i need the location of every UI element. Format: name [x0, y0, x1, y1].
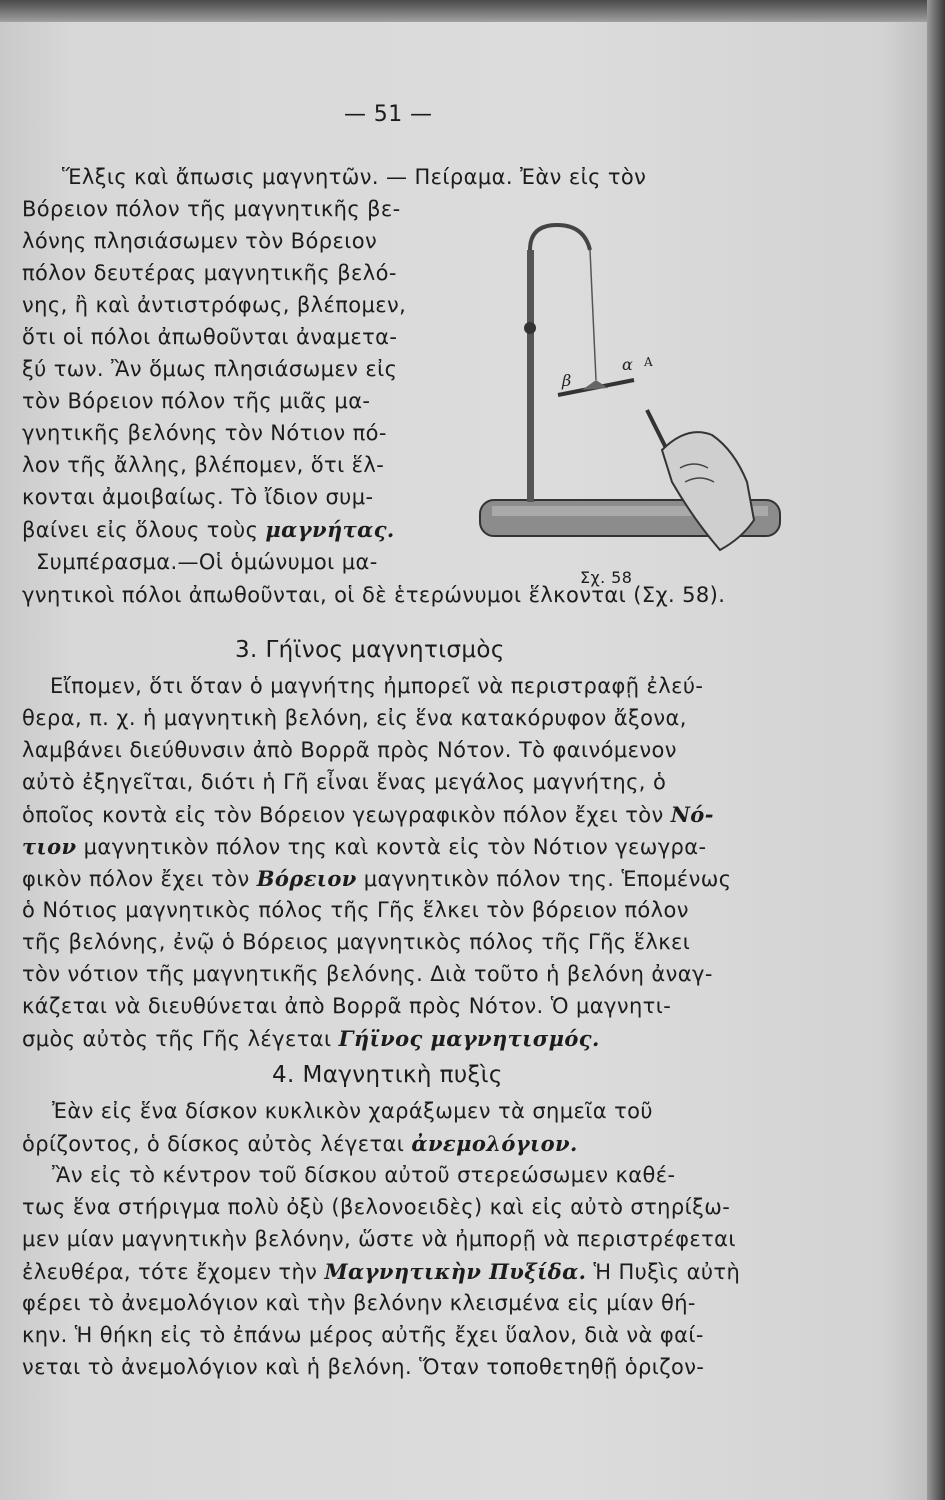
scan-right-edge — [927, 0, 945, 1500]
text-line: ὁ Νότιος μαγνητικὸς πόλος τῆς Γῆς ἕλκει τὸν βόρειον πόλον — [22, 898, 689, 922]
page-number: — 51 — — [344, 102, 433, 127]
text-line: κάζεται νὰ διευθύνεται ἀπὸ Βορρᾶ πρὸς Νότον. Ὁ μαγνητι- — [22, 994, 672, 1018]
text-line: νης, ἢ καὶ ἀντιστρόφως, βλέπομεν, — [22, 293, 407, 317]
text-line: γνητικῆς βελόνης τὸν Νότιον πό- — [22, 421, 387, 445]
text-line: αὐτὸ ἐξηγεῖται, διότι ἡ Γῆ εἶναι ἕνας μεγάλος μαγνήτης, ὁ — [22, 770, 667, 794]
text-line — [22, 1259, 740, 1284]
text-line: τὸν Βόρειον πόλον τῆς μιᾶς μα- — [22, 389, 371, 413]
emphasis-term: τιον — [22, 834, 77, 859]
section-heading: 4. Μαγνητικὴ πυξὶς — [272, 1062, 503, 1088]
text-line: νεται τὸ ἀνεμολόγιον καὶ ἡ βελόνη. Ὅταν τοποθετηθῇ ὁριζον- — [22, 1355, 705, 1379]
text-segment: βαίνει εἰς ὅλους τοὺς — [22, 518, 259, 542]
stand-rod — [527, 250, 534, 502]
text-line: τὸν νότιον τῆς μαγνητικῆς βελόνης. Διὰ τοῦτο ἡ βελόνη ἀναγ- — [22, 962, 713, 986]
emphasis-term: Νό- — [670, 802, 714, 827]
text-segment: Ἡ Πυξὶς αὐτὴ — [593, 1260, 741, 1284]
text-line: λον τῆς ἄλλης, βλέπομεν, ὅτι ἕλ- — [22, 453, 385, 477]
text-segment: μαγνητικὸν πόλον της. Ἑπομένως — [363, 867, 732, 891]
text-line: Βόρειον πόλον τῆς μαγνητικῆς βε- — [22, 197, 401, 221]
text-line — [22, 834, 707, 859]
text-line: πόλον δευτέρας μαγνητικῆς βελό- — [22, 261, 397, 285]
text-segment: μαγνητικὸν πόλον της καὶ κοντὰ εἰς τὸν Νότιον γεωγρα- — [83, 835, 707, 859]
text-segment: φικὸν πόλον ἔχει τὸν — [22, 867, 250, 891]
text-segment: ὁποῖος κοντὰ εἰς τὸν Βόρειον γεωγραφικὸν πόλον ἔχει τὸν — [22, 803, 664, 827]
text-line: μεν μίαν μαγνητικὴν βελόνην, ὥστε νὰ ἠμπορῇ νὰ περιστρέφεται — [22, 1227, 736, 1251]
text-segment: ὁρίζοντος, ὁ δίσκος αὐτὸς λέγεται — [22, 1132, 405, 1156]
label-b: β — [562, 371, 572, 390]
text-line: γνητικοὶ πόλοι ἀπωθοῦνται, οἱ δὲ ἑτερώνυμοι ἕλκονται (Σχ. 58). — [22, 583, 726, 607]
text-line: ὅτι οἱ πόλοι ἀπωθοῦνται ἀναμετα- — [22, 325, 398, 349]
emphasis-term: Γήϊνος μαγνητισμός. — [338, 1026, 600, 1051]
figure-caption: Σχ. 58 — [580, 568, 633, 587]
stand-arm — [530, 225, 590, 250]
text-line: Ἐὰν εἰς ἕνα δίσκον κυκλικὸν χαράξωμεν τὰ σημεῖα τοῦ — [52, 1099, 653, 1123]
text-line: Ἂν εἰς τὸ κέντρον τοῦ δίσκου αὐτοῦ στερεώσωμεν καθέ- — [52, 1163, 676, 1187]
text-line — [22, 802, 714, 827]
text-line: κονται ἀμοιβαίως. Τὸ ἴδιον συμ- — [22, 485, 374, 509]
text-line: φέρει τὸ ἀνεμολόγιον καὶ τὴν βελόνην κλεισμένα εἰς μίαν θή- — [22, 1291, 696, 1315]
emphasis-term: Μαγνητικὴν Πυξίδα. — [324, 1259, 587, 1284]
label-A: Α — [644, 355, 653, 369]
text-segment: ἐλευθέρα, τότε ἔχομεν τὴν — [22, 1260, 318, 1284]
emphasis-term: Βόρειον — [256, 866, 357, 891]
text-line: κην. Ἡ θήκη εἰς τὸ ἐπάνω μέρος αὐτῆς ἔχει ὕαλον, διὰ νὰ φαί- — [22, 1323, 704, 1347]
section-heading: 3. Γήϊνος μαγνητισμὸς — [235, 637, 505, 663]
text-line: τως ἕνα στήριγμα πολὺ ὀξὺ (βελονοειδὲς) καὶ εἰς αὐτὸ στηρίξω- — [22, 1195, 731, 1219]
magnet-experiment-figure — [472, 220, 792, 592]
text-line: τῆς βελόνης, ἐνῷ ὁ Βόρειος μαγνητικὸς πόλος τῆς Γῆς ἕλκει — [22, 930, 691, 954]
text-line: Εἴπομεν, ὅτι ὅταν ὁ μαγνήτης ἠμπορεῖ νὰ περιστραφῇ ἐλεύ- — [50, 674, 704, 698]
emphasis-term: μαγνήτας. — [265, 517, 395, 542]
text-line: ξύ των. Ἂν ὅμως πλησιάσωμεν εἰς — [22, 357, 398, 381]
text-line: λαμβάνει διεύθυνσιν ἀπὸ Βορρᾶ πρὸς Νότον. Τὸ φαινόμενον — [22, 738, 677, 762]
book-page — [0, 22, 930, 1500]
text-line — [22, 1026, 600, 1051]
text-line: θερα, π. χ. ἡ μαγνητικὴ βελόνη, εἰς ἕνα κατακόρυφον ἄξονα, — [22, 706, 687, 730]
text-line — [22, 1131, 578, 1156]
text-line: Συμπέρασμα.—Οἱ ὁμώνυμοι μα- — [36, 550, 378, 574]
text-line: Ἕλξις καὶ ἄπωσις μαγνητῶν. — Πείραμα. Ἐὰν εἰς τὸν — [62, 165, 647, 189]
text-line — [22, 866, 731, 891]
text-line: λόνης πλησιάσωμεν τὸν Βόρειον — [22, 229, 378, 253]
label-a: α — [622, 355, 633, 374]
text-segment: σμὸς αὐτὸς τῆς Γῆς λέγεται — [22, 1027, 332, 1051]
text-line — [22, 517, 395, 542]
emphasis-term: ἀνεμολόγιον. — [411, 1131, 578, 1156]
